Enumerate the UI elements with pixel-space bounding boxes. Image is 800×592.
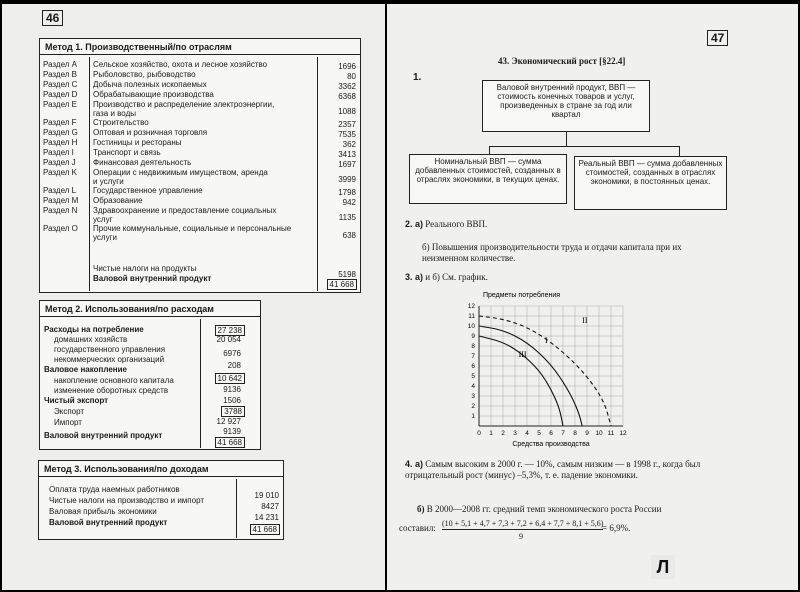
series-label-I: I	[545, 336, 548, 345]
method1-row-value: 3413	[338, 150, 356, 159]
m2-government-value: 6976	[223, 349, 241, 358]
series-curve-II	[479, 316, 611, 426]
formula-numerator: (10 + 5,1 + 4,7 + 7,3 + 7,2 + 6,4 + 7,7 + 8,1 + 5,6)	[442, 519, 604, 528]
method1-title: Метод 1. Производственный/по отраслям	[40, 39, 360, 55]
method3-box	[38, 460, 284, 540]
method1-row-section: Раздел G	[43, 128, 78, 137]
x-tick-label: 5	[537, 430, 541, 437]
q4a-text: Самым высоким в 2000 г. — 10%, самым низким — в 1998 г., когда был отрицательный рост (минус) –5,3%, т. е. падение экономики.	[405, 459, 701, 480]
method2-title: Метод 2. Использования/по расходам	[40, 301, 260, 317]
method1-row-name: Производство и распределение электроэнергии,	[93, 100, 275, 109]
q3-num: 3. а)	[405, 272, 424, 282]
method1-row-name: Строительство	[93, 118, 149, 127]
method1-row-section: Раздел M	[43, 196, 79, 205]
y-tick-label: 5	[471, 373, 475, 380]
q4b-text: В 2000—2008 гг. средний темп экономического роста России	[426, 504, 662, 514]
m2-inventory-value: 1506	[223, 396, 241, 405]
q4b	[417, 504, 727, 515]
right-page	[387, 4, 798, 590]
method1-row-name-cont: услуги	[93, 233, 117, 242]
m3-gdp-value: 41 668	[250, 524, 280, 535]
method2-box	[39, 300, 261, 450]
y-tick-label: 1	[471, 413, 475, 420]
m2-net-export-value: 3788	[221, 406, 245, 417]
m2-gdp-label: Валовой внутренний продукт	[44, 431, 163, 440]
y-tick-label: 2	[471, 403, 475, 410]
method1-row-value: 638	[342, 231, 356, 240]
method1-row-name-cont: услуг	[93, 215, 113, 224]
y-tick-label: 12	[467, 303, 475, 310]
y-tick-label: 8	[471, 343, 475, 350]
x-tick-label: 10	[595, 430, 603, 437]
page-number-left: 46	[42, 10, 63, 26]
method1-row-value: 1798	[338, 188, 356, 197]
m2-households-value: 20 054	[216, 335, 241, 344]
method1-row-section: Раздел E	[43, 100, 77, 109]
x-axis-label: Средства производства	[512, 441, 590, 448]
method1-row-name: Прочие коммунальные, социальные и персональные	[93, 224, 292, 233]
method3-title: Метод 3. Использования/по доходам	[39, 461, 283, 477]
q2b-text: б) Повышения производительности труда и отдачи капитала при их неизменном количестве.	[422, 242, 682, 263]
y-tick-label: 7	[471, 353, 475, 360]
m2-net-export-label: Чистый экспорт	[44, 396, 109, 405]
method1-row-name: Операции с недвижимым имуществом, аренда	[93, 168, 268, 177]
q3-text: и б) См. график.	[425, 272, 488, 282]
x-tick-label: 8	[573, 430, 577, 437]
nominal-gdp-box: Номинальный ВВП — сумма добавленных стоимостей, созданных в отраслях экономики, в текущих ценах.	[409, 154, 567, 204]
q4a-num: 4. а)	[405, 459, 424, 469]
m3-profit-value: 14 231	[254, 513, 279, 522]
q2a-num: 2. а)	[405, 219, 424, 229]
gdp-definition-box: Валовой внутренний продукт, ВВП — стоимость конечных товаров и услуг, произведенных в стране за год или квартал	[482, 80, 650, 132]
m3-taxes-value: 8427	[261, 502, 279, 511]
m3-gdp-label: Валовой внутренний продукт	[49, 518, 168, 527]
method1-row-value: 7535	[338, 130, 356, 139]
m2-fixed-capital-value: 9136	[223, 385, 241, 394]
x-tick-label: 12	[619, 430, 627, 437]
q3	[405, 272, 488, 283]
q2a-text: Реального ВВП.	[425, 219, 488, 229]
method1-gdp-label: Валовой внутренний продукт	[93, 274, 212, 283]
method3-col-divider	[236, 479, 237, 538]
method1-row-value: 942	[342, 198, 356, 207]
method1-col-divider-2	[317, 57, 318, 291]
real-gdp-box: Реальный ВВП — сумма добавленных стоимостей, созданных в отраслях экономики, в постоянных ценах.	[574, 156, 727, 210]
m2-nonprofit-value: 208	[227, 361, 241, 370]
method1-row-name: Добыча полезных ископаемых	[93, 80, 207, 89]
method1-row-name: Оптовая и розничная торговля	[93, 128, 208, 137]
method1-row-name: Здравоохранение и предоставление социальных	[93, 206, 277, 215]
q4b-num: б)	[417, 504, 425, 514]
ppf-chart	[457, 288, 657, 458]
q4a	[405, 459, 725, 481]
tree-bar	[489, 146, 679, 147]
y-tick-label: 6	[471, 363, 475, 370]
m2-import-label: Импорт	[54, 418, 82, 427]
left-page	[2, 4, 385, 590]
m2-nonprofit-label: некоммерческих организаций	[54, 355, 165, 364]
x-tick-label: 2	[501, 430, 505, 437]
method1-row-section: Раздел K	[43, 168, 77, 177]
method1-row-section: Раздел B	[43, 70, 77, 79]
method1-row-value: 362	[342, 140, 356, 149]
m2-fixed-capital-label: накопление основного капитала	[54, 376, 174, 385]
m3-wages-value: 19 010	[254, 491, 279, 500]
x-tick-label: 11	[607, 430, 615, 437]
method1-row-name: Рыболовство, рыбоводство	[93, 70, 196, 79]
y-tick-label: 4	[471, 383, 475, 390]
method1-row-section: Раздел I	[43, 148, 74, 157]
q1-label: 1.	[413, 72, 422, 83]
method1-row-name: Гостиницы и рестораны	[93, 138, 182, 147]
method1-box	[39, 38, 361, 293]
page-number-right: 47	[707, 30, 728, 46]
x-tick-label: 9	[585, 430, 589, 437]
method1-row-section: Раздел C	[43, 80, 78, 89]
formula-result: = 6,9%.	[602, 523, 631, 533]
y-tick-label: 10	[467, 323, 475, 330]
m3-wages-label: Оплата труда наемных работников	[49, 485, 180, 494]
m2-consumption-label: Расходы на потребление	[44, 325, 144, 334]
m3-taxes-label: Чистые налоги на производство и импорт	[49, 496, 205, 505]
method1-row-value: 3999	[338, 175, 356, 184]
method1-row-value: 1697	[338, 160, 356, 169]
method1-row-value: 3362	[338, 82, 356, 91]
method1-row-value: 80	[347, 72, 356, 81]
method1-row-name: Образование	[93, 196, 143, 205]
method1-row-value: 6368	[338, 92, 356, 101]
method1-row-section: Раздел D	[43, 90, 78, 99]
x-tick-label: 1	[489, 430, 493, 437]
method1-row-value: 1088	[338, 107, 356, 116]
m2-import-value: 9139	[223, 427, 241, 436]
series-label-II: II	[582, 316, 588, 325]
method1-row-section: Раздел J	[43, 158, 76, 167]
m2-gdp-value: 41 668	[215, 437, 245, 448]
tree-stem	[566, 132, 567, 146]
m2-export-label: Экспорт	[54, 407, 85, 416]
method1-row-value: 2357	[338, 120, 356, 129]
watermark-logo: Л	[651, 555, 675, 579]
method1-row-value: 1696	[338, 62, 356, 71]
x-tick-label: 0	[477, 430, 481, 437]
y-tick-label: 9	[471, 333, 475, 340]
method1-row-value: 1135	[338, 213, 356, 222]
method1-row-section: Раздел O	[43, 224, 78, 233]
method1-row-name: Сельское хозяйство, охота и лесное хозяйство	[93, 60, 268, 69]
method1-row-name-cont: газа и воды	[93, 109, 136, 118]
m2-export-value: 12 927	[216, 417, 241, 426]
method1-taxes-value: 5198	[338, 270, 356, 279]
method1-row-name-cont: и услуги	[93, 177, 124, 186]
method1-row-name: Транспорт и связь	[93, 148, 161, 157]
y-tick-label: 3	[471, 393, 475, 400]
method1-row-section: Раздел H	[43, 138, 78, 147]
method1-col-divider-1	[89, 57, 90, 291]
x-tick-label: 6	[549, 430, 553, 437]
m2-inventory-label: изменение оборотных средств	[54, 386, 169, 395]
formula-prefix: составил:	[399, 523, 436, 533]
m2-consumption-value: 27 238	[215, 325, 245, 336]
method1-gdp-value: 41 668	[327, 279, 357, 290]
y-axis-label: Предметы потребления	[483, 292, 561, 299]
method1-taxes-label: Чистые налоги на продукты	[93, 264, 197, 273]
method1-row-section: Раздел A	[43, 60, 77, 69]
section-title: 43. Экономический рост [§22.4]	[498, 56, 626, 66]
m2-households-label: домашних хозяйств	[54, 335, 128, 344]
m2-government-label: государственного управления	[54, 345, 166, 354]
method2-col-divider	[200, 319, 201, 448]
x-tick-label: 4	[525, 430, 529, 437]
method1-row-section: Раздел F	[43, 118, 77, 127]
x-tick-label: 7	[561, 430, 565, 437]
m2-accumulation-value: 10 642	[215, 373, 245, 384]
method1-row-section: Раздел N	[43, 206, 78, 215]
method1-row-name: Обрабатывающие производства	[93, 90, 214, 99]
y-tick-label: 11	[468, 313, 475, 320]
m2-accumulation-label: Валовое накопление	[44, 365, 127, 374]
x-tick-label: 3	[513, 430, 517, 437]
method1-row-name: Финансовая деятельность	[93, 158, 192, 167]
series-label-III: III	[518, 350, 527, 359]
formula-denominator: 9	[519, 532, 523, 541]
m3-profit-label: Валовая прибыль экономики	[49, 507, 157, 516]
q2a	[405, 219, 487, 230]
method1-row-section: Раздел L	[43, 186, 77, 195]
method1-row-name: Государственное управление	[93, 186, 203, 195]
